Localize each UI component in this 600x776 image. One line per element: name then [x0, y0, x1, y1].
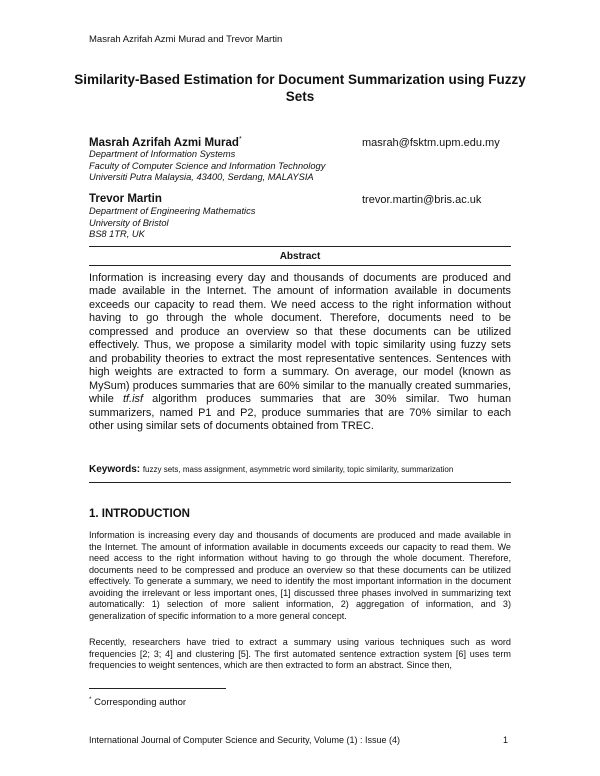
abstract-text-part: Information is increasing every day and thousands of documents are produced and made available in the Internet. The amount of information available in documents exceeds our capacity to read them. We need access to the right information without having to go through the whole document. Therefore, documents need to be compressed and produce an overview so that these documents can be utilized effectively. Thus, we propose a similarity model with topic similarity using fuzzy sets and probability theories to extract the most representative sentences. Sentences with high weights are extracted to form a summary. On average, our model (known as MySum) produces summaries that are 60% similar to the manually created summaries, while: [89, 272, 511, 406]
author-1-affiliation-line: Department of Information Systems: [89, 149, 236, 159]
author-1-affiliation: [89, 149, 325, 184]
paper-title: Similarity-Based Estimation for Document Summarization using Fuzzy Sets: [74, 72, 526, 104]
keywords-value: fuzzy sets, mass assignment, asymmetric word similarity, topic similarity, summarization: [142, 465, 454, 474]
footnote-marker: *: [89, 696, 92, 703]
author-2-affiliation-line: Department of Engineering Mathematics: [89, 206, 256, 216]
footnote: [89, 696, 186, 708]
author-2-name: Trevor Martin: [89, 193, 162, 205]
body-paragraph: Recently, researchers have tried to extract a summary using various techniques such as word frequencies [2; 3; 4] and clustering [5]. The first automated sentence extraction system [6] uses term frequencies to weight sentences, which are then extracted to form an abstract. Since then,: [89, 637, 511, 670]
keywords-label: Keywords:: [89, 464, 141, 475]
section-heading: 1. INTRODUCTION: [89, 508, 190, 520]
running-header: Masrah Azrifah Azmi Murad and Trevor Martin: [89, 34, 283, 45]
divider: [89, 265, 511, 266]
author-2-affiliation: [89, 206, 255, 241]
page-number: 1: [503, 735, 509, 745]
author-1-email: masrah@fsktm.upm.edu.my: [362, 137, 500, 149]
author-2-affiliation-line: University of Bristol: [89, 217, 169, 228]
keywords: [89, 464, 511, 475]
abstract-text-italic: tf.isf: [123, 393, 143, 406]
divider: [89, 482, 511, 483]
body-paragraph: Information is increasing every day and thousands of documents are produced and made available in the Internet. The amount of information available in documents exceeds our capacity to read them. We need access to the right information without having to go through the whole document. Therefore, documents need to be compressed and produce an overview so that these documents can be utilized effectively. To generate a summary, we need to identify the most important information in the document avoiding the irrelevant or less important ones, [1] discussed three phases involved in summarizing text automatically: 1) selection of more salient information, 2) aggregation of information, and 3) generalization of specific information to a more general concept.: [89, 530, 511, 621]
author-1-affiliation-line: Faculty of Computer Science and Information Technology: [89, 160, 326, 171]
divider: [89, 246, 511, 247]
abstract-body: [89, 272, 511, 433]
author-2-affiliation-line: BS8 1TR, UK: [89, 229, 145, 239]
author-1-affiliation-line: Universiti Putra Malaysia, 43400, Serdang, MALAYSIA: [89, 172, 314, 182]
corresponding-marker: *: [238, 136, 242, 143]
author-2-email: trevor.martin@bris.ac.uk: [362, 194, 482, 206]
journal-footer: International Journal of Computer Science and Security, Volume (1) : Issue (4): [89, 735, 400, 745]
abstract-heading: Abstract: [279, 251, 321, 262]
author-1-name: [89, 136, 242, 149]
author-1-name-text: Masrah Azrifah Azmi Murad: [89, 136, 239, 149]
footnote-divider: [89, 688, 226, 689]
abstract-text-part: algorithm produces summaries that are 30% similar. Two human summarizers, named P1 and P2, produce summaries that are 70% similar to each other using similar sets of documents obtained from TREC.: [89, 393, 512, 432]
footnote-text: Corresponding author: [94, 697, 187, 709]
